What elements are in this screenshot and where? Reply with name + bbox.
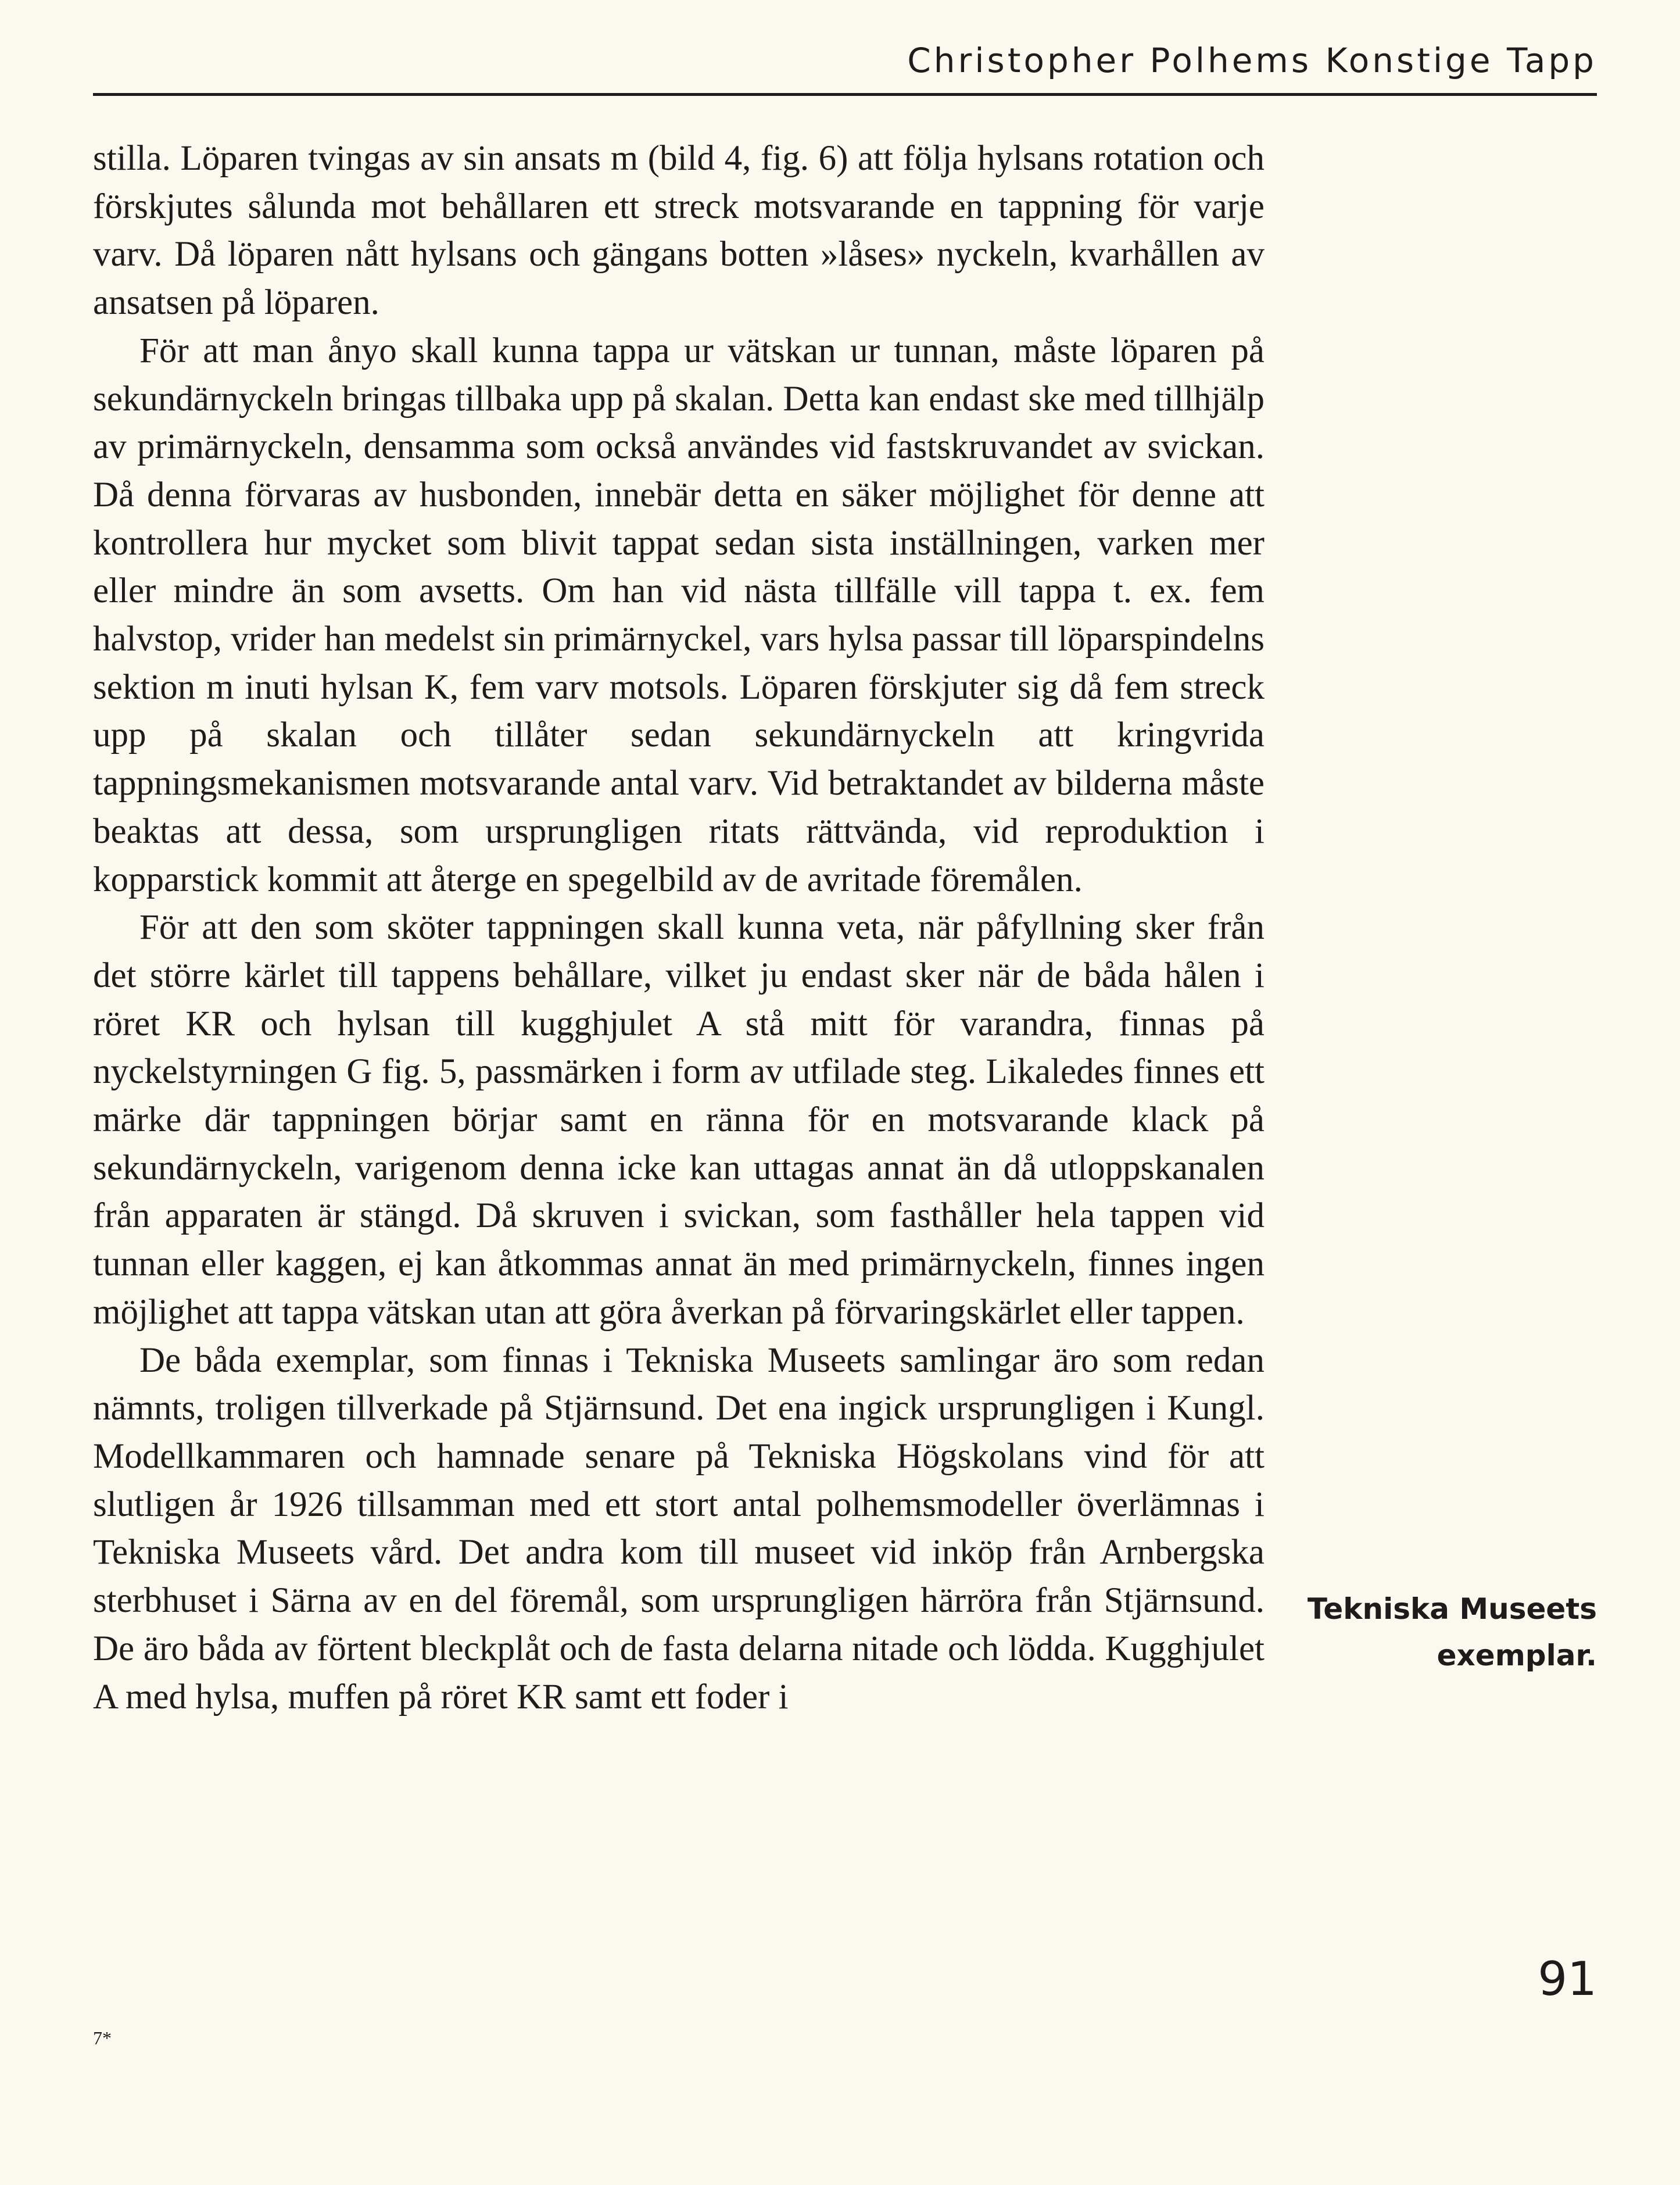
margin-note-line-2: exemplar. [1437,1639,1597,1672]
signature-mark: 7* [93,2027,112,2048]
header-rule [93,93,1597,96]
body-text [93,135,1265,1721]
paragraph-2: För att man ånyo skall kunna tappa ur vätskan ur tunnan, måste löparen på sekundärnyckeln bringas tillbaka upp på skalan. Detta kan endast ske med tillhjälp av primärnyckeln, densamma som också användes vid fastskruvandet av svickan. Då denna förvaras av husbonden, innebär detta en säker möjlighet för denne att kontrollera hur mycket som blivit tappat sedan sista inställningen, varken mer eller mindre än som avsetts. Om han vid nästa tillfälle vill tappa t. ex. fem halvstop, vrider han medelst sin primärnyckel, vars hylsa passar till löparspindelns sektion m inuti hylsan K, fem varv motsols. Löparen förskjuter sig då fem streck upp på skalan och tillåter sedan sekundärnyckeln att kringvrida tappningsmekanismen motsvarande antal varv. Vid betraktandet av bilderna måste beaktas att dessa, som ursprungligen ritats rättvända, vid reproduktion i kopparstick kommit att återge en spegelbild av de avritade föremålen. [93,331,1265,899]
page-number: 91 [1538,1952,1597,2006]
margin-note-line-1: Tekniska Museets [1307,1592,1597,1626]
margin-note [1284,1586,1597,1679]
paragraph-4: De båda exemplar, som finnas i Tekniska Museets samlingar äro som redan nämnts, troligen tillverkade på Stjärnsund. Det ena ingick ursprungligen i Kungl. Modellkammaren och hamnade senare på Tekniska Högskolans vind för att slutligen år 1926 tillsamman med ett stort antal polhemsmodeller överlämnas i Tekniska Museets vård. Det andra kom till museet vid inköp från Arnbergska sterbhuset i Särna av en del föremål, som ursprungligen härröra från Stjärnsund. De äro båda av förtent bleckplåt och de fasta delarna nitade och lödda. Kugghjulet A med hylsa, muffen på röret KR samt ett foder i [93,1340,1265,1716]
paragraph-3: För att den som sköter tappningen skall kunna veta, när påfyllning sker från det större kärlet till tappens behållare, vilket ju endast sker när de båda hålen i röret KR och hylsan till kugghjulet A stå mitt för varandra, finnas på nyckelstyrningen G fig. 5, passmärken i form av utfilade steg. Likaledes finnes ett märke där tappningen börjar samt en ränna för en motsvarande klack på sekundärnyckeln, varigenom denna icke kan uttagas annat än då utloppskanalen från apparaten är stängd. Då skruven i svickan, som fasthåller hela tappen vid tunnan eller kaggen, ej kan åtkommas annat än med primärnyckeln, finnes ingen möjlighet att tappa vätskan utan att göra åverkan på förvaringskärlet eller tappen. [93,908,1265,1332]
running-head: Christopher Polhems Konstige Tapp [907,41,1597,80]
paragraph-1: stilla. Löparen tvingas av sin ansats m (bild 4, fig. 6) att följa hylsans rotation och förskjutes sålunda mot behållaren ett streck motsvarande en tappning för varje varv. Då löparen nått hylsans och gängans botten »låses» nyckeln, kvarhållen av ansatsen på löparen. [93,139,1265,323]
